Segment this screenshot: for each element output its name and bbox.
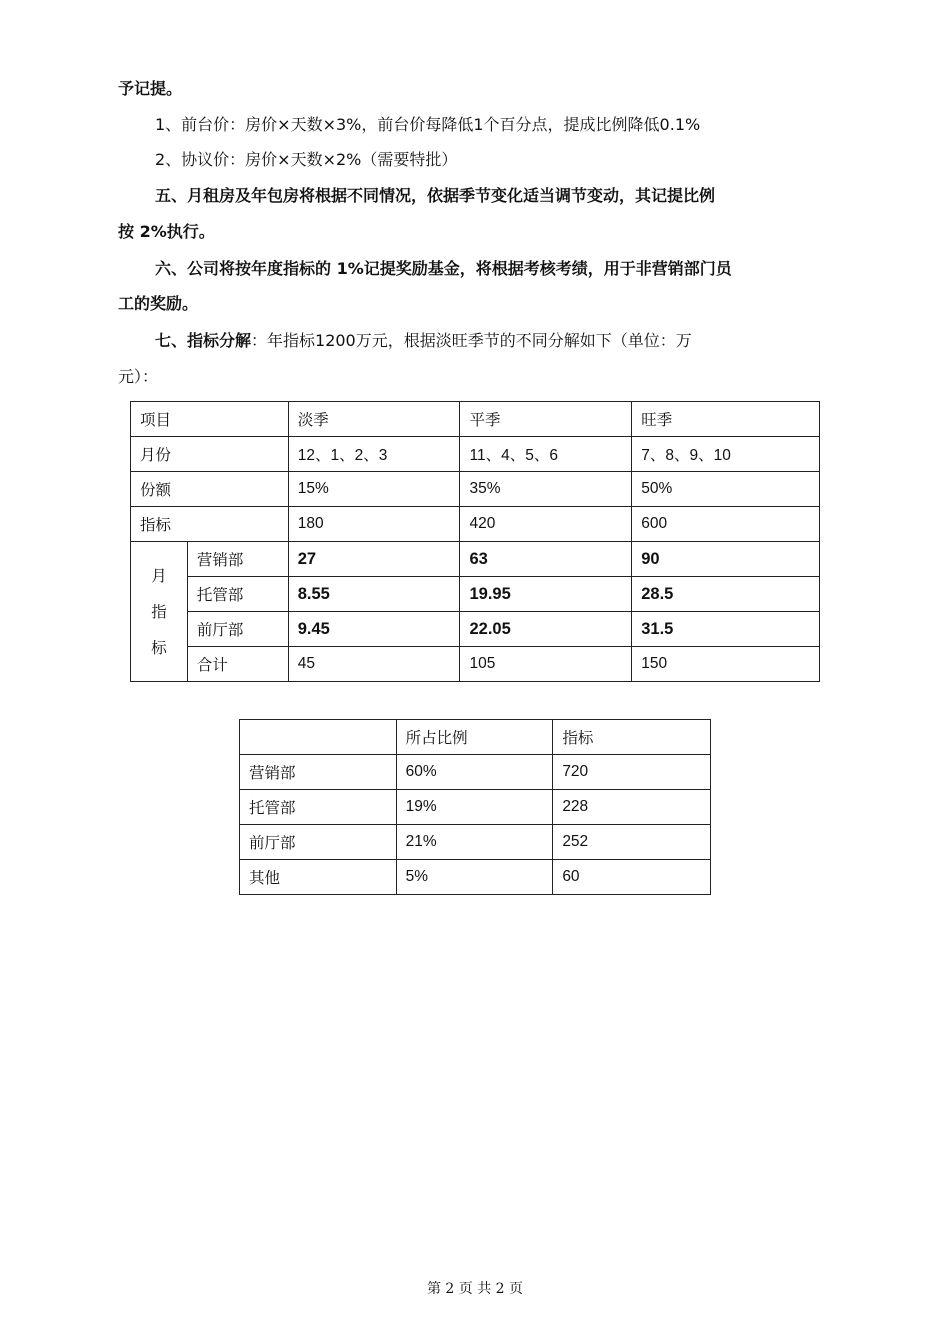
group-label-char: 月 bbox=[151, 566, 167, 585]
table-cell: 22.05 bbox=[460, 612, 632, 647]
page-footer: 第 2 页 共 2 页 bbox=[426, 1281, 524, 1297]
table-cell: 8.55 bbox=[288, 577, 460, 612]
table-header-cell: 淡季 bbox=[288, 402, 460, 437]
table-row bbox=[131, 542, 820, 577]
table-cell: 50% bbox=[632, 472, 820, 507]
season-target-table bbox=[130, 401, 820, 682]
row-label: 月份 bbox=[131, 437, 289, 472]
section-heading: 七、指标分解 bbox=[155, 331, 252, 350]
section-text: ：年指标1200万元，根据淡旺季节的不同分解如下（单位：万 bbox=[251, 331, 692, 350]
table-cell: 11、4、5、6 bbox=[460, 437, 632, 472]
table-row bbox=[131, 437, 820, 472]
group-label-char: 指 bbox=[151, 602, 167, 621]
paragraph-line: 予记提。 bbox=[118, 79, 183, 98]
table-row bbox=[131, 647, 820, 682]
table-cell: 150 bbox=[632, 647, 820, 682]
table-header-cell: 旺季 bbox=[632, 402, 820, 437]
group-label-char: 标 bbox=[151, 638, 167, 657]
row-label: 托管部 bbox=[240, 790, 397, 825]
paragraph-line: 五、月租房及年包房将根据不同情况，依据季节变化适当调节变动，其记提比例 bbox=[155, 186, 716, 205]
table-row bbox=[131, 612, 820, 647]
table-cell: 60 bbox=[553, 860, 711, 895]
row-label: 前厅部 bbox=[240, 825, 397, 860]
table-header-row bbox=[240, 720, 711, 755]
table-cell: 600 bbox=[632, 507, 820, 542]
table-cell: 9.45 bbox=[288, 612, 460, 647]
table-cell: 19.95 bbox=[460, 577, 632, 612]
table-cell: 63 bbox=[460, 542, 632, 577]
paragraph-line: 工的奖励。 bbox=[118, 294, 199, 313]
table-cell: 19% bbox=[396, 790, 553, 825]
table-cell: 27 bbox=[288, 542, 460, 577]
table-row bbox=[240, 755, 711, 790]
table-cell: 15% bbox=[288, 472, 460, 507]
paragraph-line: 1、前台价：房价×天数×3%，前台价每降低1个百分点，提成比例降低0.1% bbox=[155, 115, 701, 134]
table-row bbox=[131, 472, 820, 507]
row-label: 指标 bbox=[131, 507, 289, 542]
row-label: 合计 bbox=[187, 647, 288, 682]
monthly-target-group-label bbox=[131, 542, 188, 682]
table-row bbox=[131, 577, 820, 612]
table-row bbox=[131, 507, 820, 542]
paragraph-line: 2、协议价：房价×天数×2%（需要特批） bbox=[155, 150, 458, 169]
table-row bbox=[240, 825, 711, 860]
table-cell: 90 bbox=[632, 542, 820, 577]
table-cell: 45 bbox=[288, 647, 460, 682]
table-cell: 12、1、2、3 bbox=[288, 437, 460, 472]
row-label: 营销部 bbox=[240, 755, 397, 790]
row-label: 其他 bbox=[240, 860, 397, 895]
table-cell: 252 bbox=[553, 825, 711, 860]
paragraph-line: 按 2%执行。 bbox=[118, 222, 215, 241]
table-row bbox=[240, 790, 711, 825]
row-label: 份额 bbox=[131, 472, 289, 507]
table-header-cell: 所占比例 bbox=[396, 720, 553, 755]
table-header-cell bbox=[240, 720, 397, 755]
table-header-cell: 项目 bbox=[131, 402, 289, 437]
table-header-row bbox=[131, 402, 820, 437]
table-cell: 28.5 bbox=[632, 577, 820, 612]
row-label: 营销部 bbox=[187, 542, 288, 577]
table-header-cell: 平季 bbox=[460, 402, 632, 437]
table-cell: 720 bbox=[553, 755, 711, 790]
table-cell: 7、8、9、10 bbox=[632, 437, 820, 472]
table-header-cell: 指标 bbox=[553, 720, 711, 755]
table-cell: 228 bbox=[553, 790, 711, 825]
department-share-table bbox=[239, 719, 711, 895]
table-row bbox=[240, 860, 711, 895]
table-cell: 105 bbox=[460, 647, 632, 682]
paragraph-line: 六、公司将按年度指标的 1%记提奖励基金，将根据考核考绩，用于非营销部门员 bbox=[155, 259, 732, 278]
paragraph-line bbox=[155, 331, 692, 351]
table-cell: 180 bbox=[288, 507, 460, 542]
table-cell: 31.5 bbox=[632, 612, 820, 647]
table-cell: 60% bbox=[396, 755, 553, 790]
row-label: 托管部 bbox=[187, 577, 288, 612]
table-cell: 420 bbox=[460, 507, 632, 542]
table-cell: 21% bbox=[396, 825, 553, 860]
paragraph-line: 元）： bbox=[118, 367, 159, 386]
table-cell: 5% bbox=[396, 860, 553, 895]
row-label: 前厅部 bbox=[187, 612, 288, 647]
table-cell: 35% bbox=[460, 472, 632, 507]
